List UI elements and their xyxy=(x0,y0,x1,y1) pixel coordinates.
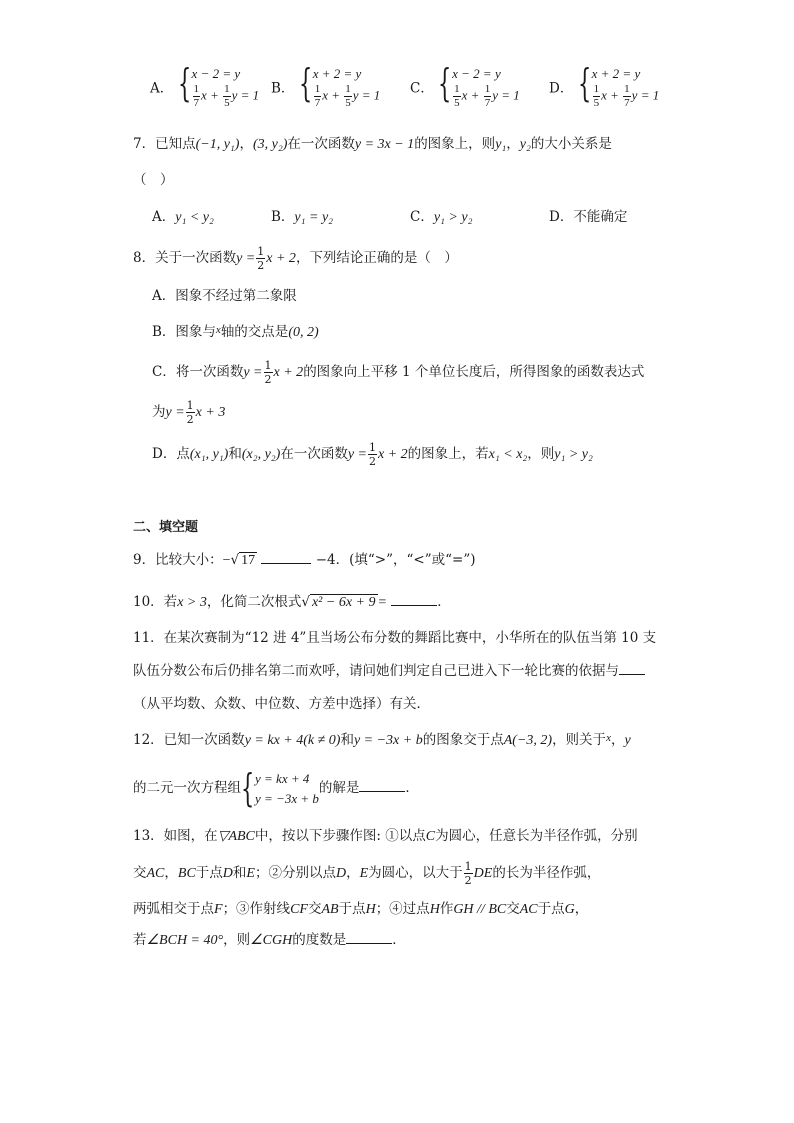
q9: 9．比较大小：−√ 17 −4．(填“>”，“<”或“=”) xyxy=(133,552,476,568)
q8-option-c: C．将一次函数y = $\frac{1}{2}$ x + 2的图象向上平移 1 个单位长度后，所得图象的函数表达式 xyxy=(152,359,645,386)
q13-line4: 若∠BCH = 40°，则∠CGH的度数是 ． xyxy=(133,932,406,948)
equation-system: { x + 2 = y $\frac{1}{5}$ x + $\frac{1}{7}$ y = 1 xyxy=(577,61,660,109)
equation-system: { y = kx + 4 y = −3x + b xyxy=(241,765,319,810)
q12-line2: 的二元一次方程组 { y = kx + 4 y = −3x + b 的解是 ． xyxy=(133,765,419,810)
q8-option-a: A．图象不经过第二象限 xyxy=(152,288,297,304)
q7-option-d: D．不能确定 xyxy=(549,209,628,225)
q8-option-d: D．点(x₁, y₁)和(x₂, y₂)在一次函数y = $\frac{1}{2}$ x + 2的图象上，若x₁ < x₂，则y₁ > y₂ xyxy=(152,441,593,468)
q7-stem: 7．已知点(−1, y₁)，(3, y₂)在一次函数y = 3x − 1的图象上，则y₁，y₂的大小关系是 xyxy=(133,136,612,152)
answer-blank[interactable] xyxy=(619,662,645,675)
equation-system: { x − 2 = y $\frac{1}{5}$ x + $\frac{1}{7}$ y = 1 xyxy=(438,61,520,109)
q13-line1: 13．如图，在▽ABC中，按以下步骤作图: ①以点C为圆心，任意长为半径作弧，分别 xyxy=(133,828,638,844)
q7-option-a: A．y₁ < y₂ xyxy=(152,209,214,225)
q6-option-a: A． { x − 2 = y $\frac{1}{7}$ x + $\frac{1}{5}$ y = 1 xyxy=(150,61,260,109)
q11-line2: 队伍分数公布后仍排名第二而欢呼，请问她们判定自己已进入下一轮比赛的依据与 xyxy=(133,661,645,681)
q13-line2: 交AC，BC于点D和E；②分别以点D，E为圆心，以大于 $\frac{1}{2}$ DE的长为半径作弧， xyxy=(133,860,601,887)
answer-blank[interactable] xyxy=(261,551,311,564)
answer-blank[interactable] xyxy=(346,931,392,944)
equation-system: { x + 2 = y $\frac{1}{7}$ x + $\frac{1}{5}$ y = 1 xyxy=(298,61,381,109)
q7-option-c: C．y₁ > y₂ xyxy=(410,209,473,225)
q8-option-b: B．图象与$^x$轴的交点是(0, 2) xyxy=(152,324,319,340)
q8-option-c-cont: 为y = $\frac{1}{2}$ x + 3 xyxy=(152,399,226,426)
answer-blank[interactable] xyxy=(391,593,437,606)
q7-answer-paren: （ ） xyxy=(133,172,174,188)
q6-option-d: D． { x + 2 = y $\frac{1}{5}$ x + $\frac{1}{7}$ y = 1 xyxy=(549,61,660,109)
q13-line3: 两弧相交于点F；③作射线CF交AB于点H；④过点H作GH // BC交AC于点G， xyxy=(133,901,589,917)
equation-system: { x − 2 = y $\frac{1}{7}$ x + $\frac{1}{5}$ y = 1 xyxy=(177,61,260,109)
q8-stem: 8．关于一次函数y = $\frac{1}{2}$ x + 2，下列结论正确的是（ ） xyxy=(133,245,458,272)
q10: 10．若x > 3，化简二次根式√ x² − 6x + 9 = ． xyxy=(133,594,451,610)
q12-line1: 12．已知一次函数y = kx + 4(k ≠ 0)和y = −3x + b的图象交于点A(−3, 2)，则关于$^x$，y xyxy=(133,732,631,748)
q6-option-b: B． { x + 2 = y $\frac{1}{7}$ x + $\frac{1}{5}$ y = 1 xyxy=(271,61,381,109)
q7-option-b: B．y₁ = y₂ xyxy=(271,209,334,225)
q11-line1: 11．在某次赛制为“12 进 4”且当场公布分数的舞蹈比赛中，小华所在的队伍当第 10 支 xyxy=(133,630,657,646)
answer-blank[interactable] xyxy=(359,779,405,792)
section-title: 二、填空题 xyxy=(133,520,199,535)
q11-line3: （从平均数、众数、中位数、方差中选择）有关． xyxy=(133,696,430,712)
q6-option-c: C． { x − 2 = y $\frac{1}{5}$ x + $\frac{1}{7}$ y = 1 xyxy=(410,61,520,109)
